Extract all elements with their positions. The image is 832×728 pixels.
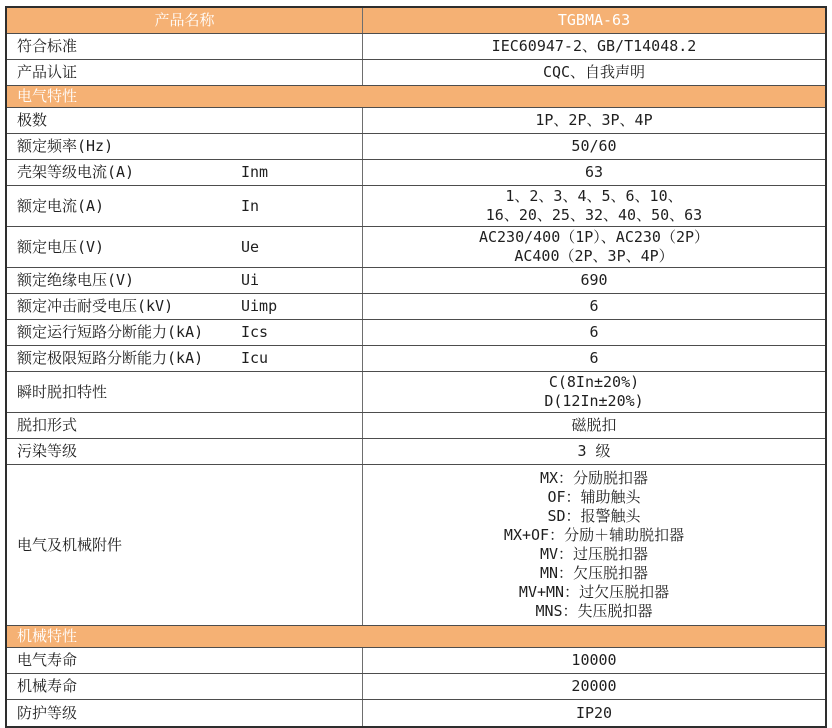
value-line: MV+MN：过欠压脱扣器	[518, 583, 670, 601]
row-label: 极数	[17, 111, 48, 129]
row-value-cell	[363, 108, 825, 133]
table-title-row	[7, 8, 825, 34]
section-header-row	[7, 626, 825, 648]
row-value-cell	[363, 413, 825, 438]
table-row	[7, 465, 825, 626]
table-row	[7, 294, 825, 320]
row-label: 额定运行短路分断能力(kA)	[17, 323, 204, 341]
value-line: MN：欠压脱扣器	[539, 564, 649, 582]
value-line: CQC、自我声明	[542, 63, 646, 81]
row-value-cell	[363, 34, 825, 59]
row-value-cell	[363, 465, 825, 625]
value-line: SD：报警触头	[547, 507, 641, 525]
table-row	[7, 227, 825, 268]
row-label: 机械寿命	[17, 677, 78, 695]
row-label-cell	[7, 227, 363, 267]
row-label: 电气及机械附件	[17, 535, 123, 554]
value-line: MV：过压脱扣器	[539, 545, 649, 563]
row-label: 瞬时脱扣特性	[17, 382, 108, 401]
value-line: AC230/400（1P）、AC230（2P）	[478, 228, 710, 246]
row-label: 额定电压(V)	[17, 237, 105, 256]
row-label: 额定绝缘电压(V)	[17, 271, 135, 289]
section-title: 电气特性	[17, 87, 78, 105]
table-row	[7, 413, 825, 439]
value-line: MX：分励脱扣器	[539, 469, 649, 487]
value-line: 6	[589, 349, 599, 367]
row-label: 污染等级	[17, 442, 78, 460]
row-label: 额定极限短路分断能力(kA)	[17, 349, 204, 367]
row-label-cell	[7, 294, 363, 319]
row-symbol: Uimp	[241, 297, 278, 315]
row-symbol: Icu	[241, 349, 269, 367]
value-line: 50/60	[571, 137, 617, 155]
row-label-cell	[7, 186, 363, 226]
table-row	[7, 700, 825, 726]
row-label: 产品认证	[17, 63, 78, 81]
row-label-cell	[7, 320, 363, 345]
row-label: 脱扣形式	[17, 416, 78, 434]
row-label-cell	[7, 700, 363, 726]
row-label: 额定频率(Hz)	[17, 137, 114, 155]
value-line: 10000	[571, 651, 617, 669]
row-symbol: Inm	[241, 163, 269, 181]
table-row	[7, 320, 825, 346]
value-line: 690	[580, 271, 608, 289]
value-line: 16、20、25、32、40、50、63	[485, 206, 703, 224]
value-line: 磁脱扣	[571, 416, 617, 434]
row-label-cell	[7, 465, 363, 625]
value-line: 63	[584, 163, 604, 181]
value-line: MX+OF：分励＋辅助脱扣器	[503, 526, 685, 544]
table-row	[7, 186, 825, 227]
value-line: 1P、2P、3P、4P	[535, 111, 653, 129]
product-spec-table	[5, 6, 827, 728]
table-row	[7, 372, 825, 413]
table-row	[7, 60, 825, 86]
row-value-cell	[363, 268, 825, 293]
row-label: 额定电流(A)	[17, 196, 105, 215]
row-value-cell	[363, 648, 825, 673]
row-label-cell	[7, 108, 363, 133]
value-line: MNS：失压脱扣器	[535, 602, 653, 620]
row-value-cell	[363, 227, 825, 267]
section-header-row	[7, 86, 825, 108]
table-row	[7, 439, 825, 465]
row-label: 产品名称	[154, 11, 215, 29]
value-line: 6	[589, 297, 599, 315]
row-label-cell	[7, 134, 363, 159]
row-symbol: In	[241, 196, 260, 215]
row-label-cell	[7, 160, 363, 185]
value-line: C(8In±20%)	[548, 373, 640, 391]
row-value-cell	[363, 439, 825, 464]
row-value-cell	[363, 674, 825, 699]
value-line: 3 级	[577, 442, 611, 460]
value-line: OF：辅助触头	[547, 488, 641, 506]
table-row	[7, 134, 825, 160]
row-label-cell	[7, 648, 363, 673]
row-value-cell	[363, 320, 825, 345]
value-line: 6	[589, 323, 599, 341]
row-label-cell	[7, 439, 363, 464]
row-label-cell	[7, 60, 363, 85]
product-model-cell	[363, 8, 825, 33]
row-value-cell	[363, 294, 825, 319]
section-title: 机械特性	[17, 627, 78, 645]
row-label: 符合标准	[17, 37, 78, 55]
table-row	[7, 160, 825, 186]
row-value-cell	[363, 60, 825, 85]
row-symbol: Ui	[241, 271, 260, 289]
row-label-cell	[7, 413, 363, 438]
value-line: IEC60947-2、GB/T14048.2	[491, 37, 697, 55]
value-line: TGBMA-63	[557, 11, 631, 29]
value-line: 1、2、3、4、5、6、10、	[505, 187, 683, 205]
value-line: IP20	[575, 703, 613, 722]
row-label-cell	[7, 346, 363, 371]
row-label-cell	[7, 372, 363, 412]
row-symbol: Ue	[241, 237, 260, 256]
row-label-cell	[7, 34, 363, 59]
table-row	[7, 346, 825, 372]
row-symbol: Ics	[241, 323, 269, 341]
row-label: 壳架等级电流(A)	[17, 163, 135, 181]
table-row	[7, 108, 825, 134]
value-line: D(12In±20%)	[544, 392, 644, 410]
table-row	[7, 34, 825, 60]
value-line: AC400（2P、3P、4P）	[514, 247, 674, 265]
table-row	[7, 674, 825, 700]
row-label: 电气寿命	[17, 651, 78, 669]
value-line: 20000	[571, 677, 617, 695]
table-row	[7, 268, 825, 294]
row-label: 额定冲击耐受电压(kV)	[17, 297, 174, 315]
row-value-cell	[363, 372, 825, 412]
row-label: 防护等级	[17, 703, 78, 722]
row-value-cell	[363, 186, 825, 226]
row-label-cell	[7, 674, 363, 699]
table-row	[7, 648, 825, 674]
product-name-header-cell	[7, 8, 363, 33]
row-value-cell	[363, 160, 825, 185]
row-label-cell	[7, 268, 363, 293]
row-value-cell	[363, 134, 825, 159]
row-value-cell	[363, 700, 825, 726]
row-value-cell	[363, 346, 825, 371]
